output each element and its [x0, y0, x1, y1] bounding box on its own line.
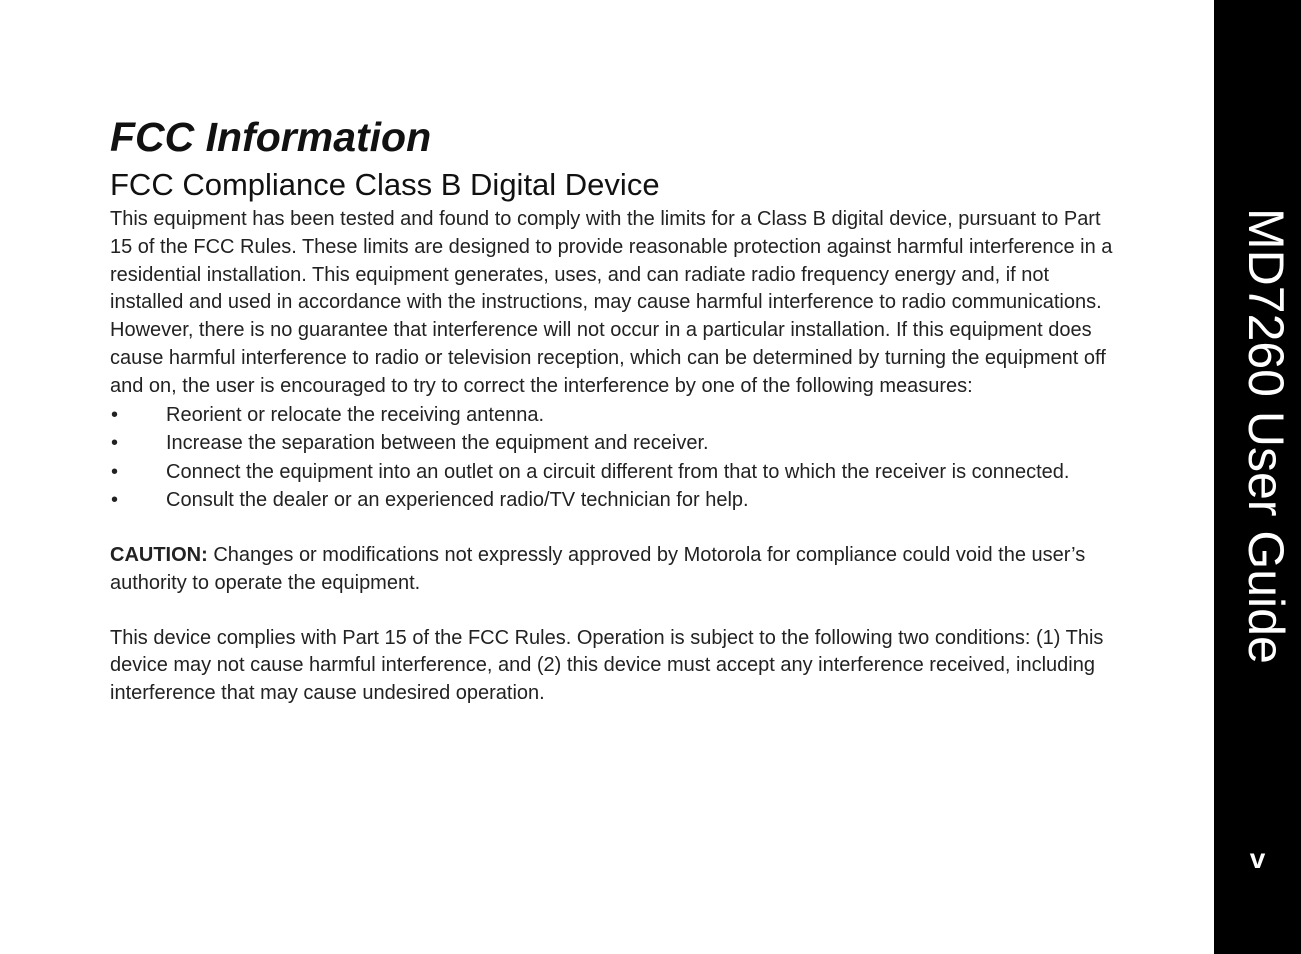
caution-label: CAUTION: [110, 543, 208, 566]
caution-paragraph [110, 542, 1120, 598]
page-content [110, 112, 1120, 708]
bullet-icon: • [111, 403, 119, 426]
page-title: FCC Information [110, 114, 432, 160]
list-item [110, 486, 1120, 515]
list-item [110, 458, 1120, 487]
list-item-text: Connect the equipment into an outlet on a circuit different from that to which the receiver is connected. [166, 460, 1070, 483]
list-item-text: Consult the dealer or an experienced radio/TV technician for help. [166, 489, 749, 512]
guide-title: MD7260 User Guide [1238, 208, 1294, 664]
compliance-paragraph: This device complies with Part 15 of the FCC Rules. Operation is subject to the following two conditions: (1) This device may not cause harmful interference, and (2) this device must accept any interference received, including interference that may cause undesired operation. [110, 626, 1104, 705]
bullet-icon: • [111, 460, 119, 483]
bullet-icon: • [111, 432, 119, 455]
measures-list [110, 401, 1120, 515]
bullet-icon: • [111, 489, 119, 512]
page-number: v [1249, 843, 1266, 874]
spacer [110, 515, 1120, 542]
section-heading: FCC Compliance Class B Digital Device [110, 167, 660, 202]
list-item-text: Increase the separation between the equipment and receiver. [166, 432, 709, 455]
list-item [110, 429, 1120, 458]
caution-text: Changes or modifications not expressly approved by Motorola for compliance could void the user’s authority to operate the equipment. [110, 543, 1086, 594]
intro-paragraph: This equipment has been tested and found to comply with the limits for a Class B digital device, pursuant to Part 15 of the FCC Rules. These limits are designed to provide reasonable protection against harmful interference in a residential installation. This equipment generates, uses, and can radiate radio frequency energy and, if not installed and used in accordance with the instructions, may cause harmful interference to radio communications. However, there is no guarantee that interference will not occur in a particular installation. If this equipment does cause harmful interference to radio or television reception, which can be determined by turning the equipment off and on, the user is encouraged to try to correct the interference by one of the following measures: [110, 208, 1113, 397]
list-item-text: Reorient or relocate the receiving antenna. [166, 403, 545, 426]
list-item [110, 401, 1120, 430]
spacer [110, 598, 1120, 625]
